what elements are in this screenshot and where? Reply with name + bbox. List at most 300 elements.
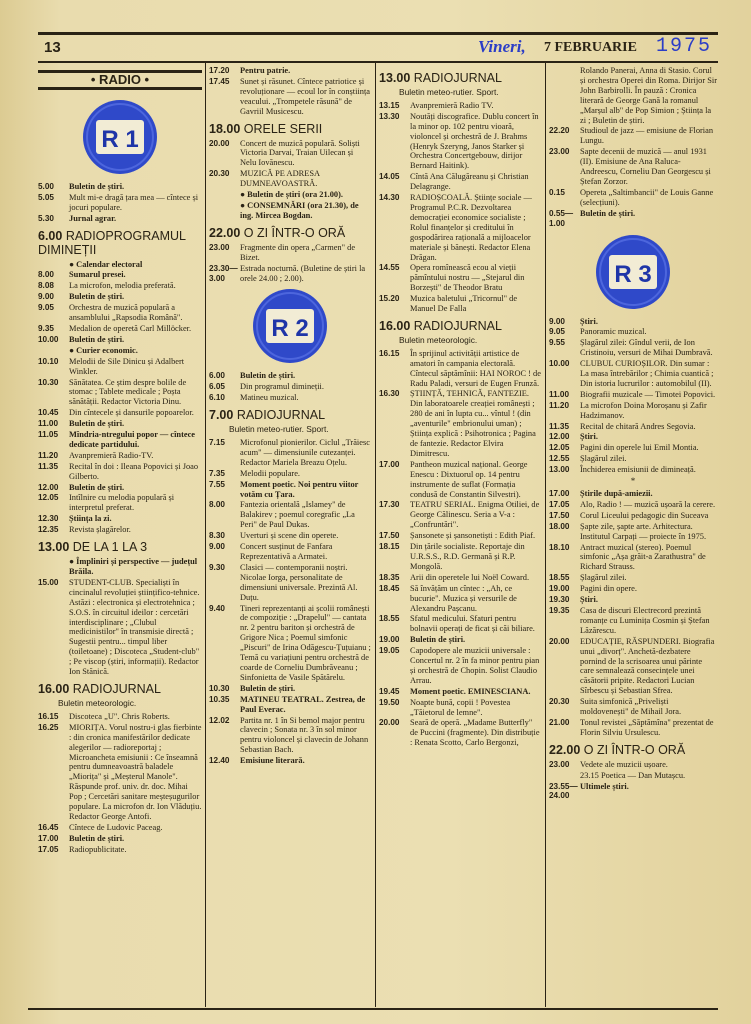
schedule-entry — [38, 823, 202, 833]
schedule-entry — [549, 500, 717, 510]
program-heading-time: 13.00 — [38, 540, 73, 555]
entry-time: 23.55—24.00 — [549, 781, 578, 801]
schedule-entry — [379, 718, 541, 748]
program-heading — [379, 71, 541, 85]
schedule-entry — [379, 646, 541, 686]
entry-text: Șapte zile, șapte arte. Arhitectura. Institutul Carpați — proiecte în 1975. — [580, 521, 707, 541]
entry-time: 17.45 — [209, 76, 230, 86]
entry-time: 12.02 — [209, 715, 230, 725]
entry-text: ● Împliniri și perspective — județul Brăila. — [69, 557, 198, 576]
entry-text: Știrile după-amiezii. — [580, 489, 653, 498]
entry-time — [549, 771, 580, 781]
entry-time: 14.05 — [379, 172, 400, 182]
entry-text: Din țările socialiste. Reportaje din U.R.S.S., R.D. Germană și R.P. Mongolă. — [410, 542, 525, 571]
entry-text: ● Calendar electoral — [69, 259, 143, 269]
schedule-entry — [209, 684, 371, 694]
entry-text: Buletin de știri. — [69, 482, 125, 492]
entry-time: 16.15 — [379, 348, 400, 358]
entry-time: 18.10 — [549, 542, 570, 552]
schedule-entry — [379, 193, 541, 262]
schedule-entry — [549, 188, 717, 208]
schedule-entry — [209, 469, 371, 479]
entry-text: Studioul de jazz — emisiune de Florian Lungu. — [580, 126, 714, 146]
entry-text: Știri. — [580, 316, 598, 326]
entry-text: Estrada nocturnă. (Buletine de știri la orele 24.00 ; 2.00). — [240, 263, 366, 283]
schedule-entry — [209, 756, 371, 766]
entry-time: 23.30—3.00 — [209, 263, 238, 283]
entry-time: 16.30 — [379, 389, 400, 399]
entry-time: 20.30 — [549, 697, 570, 707]
entry-time: 7.55 — [209, 479, 225, 489]
program-heading — [38, 229, 202, 257]
schedule-entry — [549, 522, 717, 542]
entry-time: 11.20 — [38, 450, 59, 460]
program-heading-title: O ZI ÎNTR-O ORĂ — [583, 742, 686, 757]
entry-text: Tonul revistei „Săptămîna" prezentat de Florin Silviu Ursulescu. — [580, 717, 714, 737]
entry-time: 9.35 — [38, 323, 54, 333]
entry-text: Revista șlagărelor. — [69, 525, 131, 535]
schedule-entry — [549, 147, 717, 187]
entry-text: Sapte decenii de muzică — anul 1931 (II). Emisiune de Ana Raluca-Andreescu, Corneliu Dan Georgescu și Ștefan Zorzor. — [580, 147, 711, 186]
schedule-entry — [38, 723, 202, 822]
entry-time: 16.15 — [38, 711, 59, 721]
entry-text: Mult mi-e dragă țara mea — cîntece și jocuri populare. — [69, 192, 199, 212]
schedule-entry — [379, 263, 541, 293]
entry-time: 19.00 — [549, 584, 570, 594]
column-3 — [379, 66, 541, 1008]
schedule-entry — [379, 101, 541, 111]
entry-time: 12.00 — [38, 482, 59, 492]
entry-text: Melodii populare. — [240, 468, 301, 478]
entry-time: 8.08 — [38, 281, 54, 291]
entry-time: 19.50 — [379, 697, 400, 707]
entry-text: Concert de muzică populară. Soliști Victoria Darvai, Traian Uilecan și Nelu Iovănescu. — [240, 138, 360, 168]
entry-text: Capodopere ale muzicii universale : Concertul nr. 2 în fa minor pentru pian și orchestră de Chopin. Solist Claudio Arrau. — [410, 646, 540, 685]
entry-time: 13.15 — [379, 100, 400, 110]
entry-time: 18.55 — [379, 614, 400, 624]
entry-text: ȘTIINȚĂ, TEHNICĂ, FANTEZIE. Din laboratoarele creației românești ; 280 de ani în lupta cu... vîntul ! (din „aventurile" embrionului uman) ; Știința explică : Psihotronica ; Pagina de fantezie. Redactor Elvira Dimitrescu. — [410, 389, 536, 458]
schedule-entry — [38, 303, 202, 323]
entry-text: Jurnal agrar. — [69, 213, 117, 223]
entry-time: 19.35 — [549, 605, 570, 615]
sub-note: Buletin meteorologic. — [399, 334, 478, 345]
entry-text: Partita nr. 1 în Si bemol major pentru clavecin ; Sonata nr. 3 în sol minor pentru violoncel și clavecin de Johann Sebastian Bach. — [240, 715, 369, 755]
schedule-entry — [379, 389, 541, 458]
schedule-entry — [38, 430, 202, 450]
entry-text: Arii din operetele lui Noël Coward. — [410, 572, 530, 582]
entry-text: Radiopublicitate. — [69, 844, 127, 854]
schedule-entry — [209, 563, 371, 603]
entry-time: 23.00 — [549, 147, 570, 157]
entry-text: Buletin de știri. — [69, 334, 125, 344]
entry-text: Cîntece de Ludovic Paceag. — [69, 822, 163, 832]
schedule-entry — [38, 408, 202, 418]
entry-text: Antract muzical (stereo). Poemul simfonic „Așa grăit-a Zarathustra" de Richard Strauss. — [580, 542, 706, 572]
entry-text: Noapte bună, copii ! Povestea „Tăietorul de lemne". — [410, 697, 511, 717]
schedule-entry — [549, 584, 717, 594]
entry-text: Șlagărul zilei. — [580, 573, 627, 583]
entry-time: 18.35 — [379, 572, 400, 582]
schedule-entry — [38, 182, 202, 192]
entry-text: Biografii muzicale — Timotei Popovici. — [580, 389, 716, 399]
program-heading-title: RADIOJURNAL — [72, 681, 161, 696]
schedule-entry — [379, 584, 541, 614]
entry-text: Sumarul presei. — [69, 270, 126, 280]
entry-time: 9.05 — [38, 303, 54, 313]
column-1 — [38, 66, 202, 1008]
entry-text: Pagini din opere. — [580, 584, 637, 594]
entry-text: Buletin de știri. — [240, 683, 296, 693]
program-heading — [209, 226, 371, 240]
entry-time: 20.00 — [209, 138, 230, 148]
page-header — [38, 32, 718, 63]
schedule-entry — [379, 112, 541, 171]
schedule-entry — [209, 190, 371, 200]
schedule-entry — [549, 432, 717, 442]
schedule-entry — [209, 371, 371, 381]
entry-time: 16.25 — [38, 722, 59, 732]
schedule-entry — [209, 438, 371, 468]
schedule-entry — [379, 542, 541, 572]
schedule-entry — [209, 531, 371, 541]
entry-time: 12.05 — [549, 443, 570, 453]
schedule-entry — [549, 317, 717, 327]
schedule-entry — [209, 77, 371, 117]
entry-time: 0.15 — [549, 187, 565, 197]
schedule-entry — [549, 543, 717, 573]
entry-text: Noutăți discografice. Dublu concert în la minor op. 102 pentru vioară, violoncel și orchestră de J. Brahms (Henryk Szeryng, Janos Starker și Orchestra Concertgebouw, dirijor Bernard Haitink). — [410, 111, 539, 171]
entry-time — [549, 66, 580, 125]
entry-text: Microfonul pionierilor. Ciclul „Trăiesc acum" — dimensiunile cutezanței. Redactor Mariela Breazu Oțelu. — [240, 438, 370, 467]
schedule-entry — [38, 260, 202, 270]
entry-time: 17.50 — [379, 531, 400, 541]
entry-text: Recital de chitară Andres Segovia. — [580, 421, 696, 431]
schedule-entry — [379, 614, 541, 634]
schedule-entry — [549, 771, 717, 781]
schedule-entry — [38, 357, 202, 377]
entry-text: Alo, Radio ! — muzică ușoară la cerere. — [580, 499, 716, 509]
entry-time: 17.05 — [549, 499, 570, 509]
schedule-entry — [209, 604, 371, 683]
entry-text: Știri. — [580, 432, 598, 442]
program-heading — [209, 122, 371, 136]
schedule-entry — [38, 462, 202, 482]
schedule-entry — [379, 460, 541, 500]
entry-time: 8.00 — [38, 270, 54, 280]
entry-time: 11.00 — [549, 389, 570, 399]
entry-time: 10.45 — [38, 408, 59, 418]
entry-text: Buletin de știri. — [410, 635, 466, 645]
entry-time — [38, 557, 69, 577]
schedule-entry — [379, 635, 541, 645]
schedule-entry — [379, 573, 541, 583]
schedule-entry — [209, 139, 371, 169]
entry-time: 10.35 — [209, 694, 230, 704]
entry-text: EDUCAȚIE, RĂSPUNDERI. Biografia unui „divorț". Anchetă-dezbatere pornind de la scrisoarea unui părinte care semnalează consecințele unei căsătorii pripite. Redactori Lucian Sîrbescu și Sebastian Sfrea. — [580, 636, 715, 696]
entry-time: 17.50 — [549, 510, 570, 520]
entry-time: 7.15 — [209, 438, 225, 448]
entry-text: Cîntă Ana Călugăreanu și Christian Delagrange. — [410, 172, 529, 192]
schedule-entry — [38, 525, 202, 535]
entry-time: 5.00 — [38, 181, 54, 191]
entry-text: TEATRU SERIAL. Enigma Otiliei, de George Călinescu. Seria a V-a : „Confruntări". — [410, 500, 540, 530]
schedule-entry — [549, 760, 717, 770]
entry-time: 11.00 — [38, 419, 59, 429]
entry-text: Șlagărul zilei. — [580, 454, 627, 464]
schedule-entry — [209, 264, 371, 284]
schedule-entry — [38, 514, 202, 524]
entry-time: 11.05 — [38, 430, 59, 440]
entry-time: 23.00 — [209, 242, 230, 252]
entry-time: 10.30 — [209, 683, 230, 693]
entry-text: Clasici — contemporanii noștri. Nicolae Iorga, personalitate de dimensiuni universale. Prezintă Al. Duțu. — [240, 562, 358, 602]
entry-time: 12.05 — [38, 493, 59, 503]
schedule-entry — [549, 606, 717, 636]
schedule-entry — [209, 382, 371, 392]
schedule-entry — [549, 511, 717, 521]
entry-text: Buletin de știri. — [69, 292, 125, 302]
section-title: • RADIO • — [38, 70, 202, 90]
schedule-entry — [209, 480, 371, 500]
entry-time: 12.35 — [38, 525, 59, 535]
schedule-entry — [38, 578, 202, 677]
entry-time: 19.05 — [379, 646, 400, 656]
entry-text: ● CONSEMNĂRI (ora 21.30), de ing. Mircea Bogdan. — [240, 200, 359, 220]
entry-text: Pantheon muzical național. George Enescu : Dixtuorul op. 14 pentru instrumente de suflat (Formația condusă de Constantin Silvestri). — [410, 459, 528, 499]
schedule-entry — [38, 335, 202, 345]
header-year: 1975 — [656, 35, 713, 58]
entry-time: 21.00 — [549, 717, 570, 727]
entry-text: Muzica baletului „Tricornul" de Manuel De Falla — [410, 294, 518, 314]
entry-text: Șlagărul zilei: Gîndul verii, de Ion Cristinoiu, versuri de Mihai Dumbravă. — [580, 338, 713, 358]
entry-time: 20.00 — [549, 636, 570, 646]
schedule-entry — [209, 542, 371, 562]
schedule-entry — [379, 500, 541, 530]
entry-time: 9.00 — [209, 542, 225, 552]
entry-text: 23.15 Poetica — Dan Mutașcu. — [580, 770, 686, 780]
schedule-entry — [549, 443, 717, 453]
radio-r1-logo-label: R 1 — [101, 125, 139, 153]
entry-time: 6.10 — [209, 393, 225, 403]
entry-text: Buletin de știri. — [69, 181, 125, 191]
entry-text: MUZICĂ PE ADRESA DUMNEAVOASTRĂ. — [240, 169, 320, 189]
program-heading — [379, 319, 541, 333]
column-2 — [209, 66, 371, 1008]
program-heading-title: DE LA 1 LA 3 — [72, 540, 148, 555]
entry-text: Tineri reprezentanți ai școlii românești de compoziție : „Drapelul" — cantata nr. 2 pentru bariton și orchestră de Grigore Nica ; Poemul simfonic „Piscuri" de Irina Odăgescu-Țuțuianu ; Temă cu variațiuni pentru orchestră de coarde de Corneliu Dumbrăveanu ; Sinfonietta de Vasile Spătărelu. — [240, 603, 371, 682]
column-divider — [375, 62, 376, 1007]
schedule-entry — [38, 214, 202, 224]
schedule-entry — [209, 716, 371, 756]
entry-time: 14.55 — [379, 263, 400, 273]
entry-time: 9.00 — [549, 316, 565, 326]
entry-text: La microfon Doina Moroșanu și Zafir Hadzimanov. — [580, 400, 707, 420]
schedule-entry — [549, 422, 717, 432]
entry-text: Din cîntecele și dansurile popoarelor. — [69, 408, 194, 418]
program-heading-time: 22.00 — [549, 742, 584, 757]
schedule-entry — [549, 126, 717, 146]
program-heading-time: 18.00 — [209, 121, 244, 136]
entry-time — [38, 260, 69, 270]
column-4 — [549, 66, 717, 1008]
entry-text: Seară de operă. „Madame Butterfly" de Puccini (fragmente). Din distribuție : Renata Scotto, Carlo Bergonzi, — [410, 718, 540, 748]
entry-text: RADIOȘCOALĂ. Științe sociale — Programul P.C.R. Dezvoltarea democrației economice socialiste ; Rolul finanțelor și creditului în gospodărirea rațională a mijloacelor materiale și bănești. Redactor Elena Drăgan. — [410, 193, 532, 262]
entry-time: 9.40 — [209, 603, 225, 613]
entry-time: 19.45 — [379, 686, 400, 696]
entry-time — [38, 346, 69, 356]
entry-text: Avanpremieră Radio-TV. — [69, 450, 154, 460]
schedule-entry — [379, 172, 541, 192]
schedule-entry — [38, 346, 202, 356]
entry-time: 9.30 — [209, 562, 225, 572]
entry-text: Moment poetic. EMINESCIANA. — [410, 686, 531, 696]
entry-text: Moment poetic. Noi pentru viitor votăm cu Țara. — [240, 479, 359, 499]
schedule-entry — [209, 201, 371, 221]
entry-time: 17.00 — [379, 459, 400, 469]
entry-text: Recital în doi : Ileana Popovici și Joao Gilberto. — [69, 461, 199, 481]
schedule-entry — [379, 687, 541, 697]
radio-r2-logo-label: R 2 — [271, 315, 309, 343]
entry-time: 11.35 — [549, 421, 570, 431]
entry-text: MATINEU TEATRAL. Zestrea, de Paul Everac. — [240, 694, 366, 714]
entry-text: Sfatul medicului. Sfaturi pentru bolnavii operați de ficat și căi biliare. — [410, 614, 535, 634]
entry-time: 9.00 — [38, 292, 54, 302]
entry-time: 6.05 — [209, 382, 225, 392]
entry-text: Sănătatea. Ce știm despre bolile de stomac ; Tablete medicale ; Poșta sănătății. Redactor Victoria Dinu. — [69, 377, 187, 407]
entry-text: Fragmente din opera „Carmen" de Bizet. — [240, 242, 356, 262]
entry-time: 19.00 — [379, 635, 400, 645]
entry-time: 8.30 — [209, 531, 225, 541]
schedule-entry — [549, 782, 717, 802]
entry-time: 12.30 — [38, 514, 59, 524]
entry-time: 13.00 — [549, 465, 570, 475]
schedule-entry — [549, 359, 717, 389]
entry-text: În sprijinul activității artistice de amatori în campania electorală. Cîntecul săptămînii: HAI NOROC ! de Radu Paladi, versuri de Eugen Frunză. — [410, 348, 541, 388]
entry-text: Rolando Panerai, Anna di Stasio. Corul și orchestra Operei din Roma. Dirijor Sir John Barbirolli. În pauză : Cronica literară de George Gană la romanul „Marșul alb" de Pop Simion ; Știința la zi ; Buletin de știri. — [580, 66, 717, 125]
header-day: Vineri, — [478, 37, 526, 56]
schedule-entry — [38, 281, 202, 291]
program-heading-time: 16.00 — [38, 681, 73, 696]
sub-note: Buletin meteo-rutier. Sport. — [399, 87, 499, 97]
entry-text: CLUBUL CURIOȘILOR. Din sumar : La masa întrebărilor ; Chimia cuantică ; Din istoria lucrurilor : automobilul (II). — [580, 359, 714, 388]
schedule-entry — [38, 712, 202, 722]
entry-time: 18.55 — [549, 573, 570, 583]
program-heading-time: 16.00 — [379, 318, 414, 333]
entry-text: Suita simfonică „Priveliști moldovenești" de Mihail Jora. — [580, 697, 682, 717]
entry-text: Avanpremieră Radio TV. — [410, 100, 494, 110]
schedule-entry — [38, 193, 202, 213]
column-divider — [545, 62, 546, 1007]
separator-star: * — [630, 476, 636, 487]
schedule-entry — [38, 451, 202, 461]
entry-time: 16.45 — [38, 822, 59, 832]
entry-text: Știința la zi. — [69, 514, 112, 524]
schedule-entry — [549, 454, 717, 464]
schedule-entry — [549, 489, 717, 499]
entry-text: Buletin de știri. — [69, 419, 125, 429]
entry-time: 19.30 — [549, 595, 570, 605]
sub-note: Buletin meteo-rutier. Sport. — [229, 424, 329, 435]
entry-text: Vedete ale muzicii ușoare. — [580, 759, 668, 769]
program-heading-time: 13.00 — [379, 71, 414, 85]
entry-text: ● Curier economic. — [69, 345, 138, 355]
entry-time: 0.55—1.00 — [549, 208, 574, 228]
program-heading-title: ORELE SERII — [243, 121, 323, 136]
entry-time: 12.40 — [209, 756, 230, 766]
entry-time: 7.35 — [209, 468, 225, 478]
entry-time: 13.30 — [379, 111, 400, 121]
radio-r1-logo — [76, 98, 164, 176]
program-heading-title: RADIOJURNAL — [413, 318, 502, 333]
entry-time: 18.00 — [549, 521, 570, 531]
entry-time: 12.00 — [549, 432, 570, 442]
schedule-entry — [38, 493, 202, 513]
entry-time: 18.15 — [379, 542, 400, 552]
entry-time: 12.55 — [549, 454, 570, 464]
entry-text: Din programul dimineții. — [240, 382, 324, 392]
column-divider — [205, 62, 206, 1007]
schedule-entry — [379, 698, 541, 718]
schedule-entry — [549, 595, 717, 605]
entry-time: 10.30 — [38, 377, 59, 387]
schedule-entry — [38, 845, 202, 855]
entry-time: 17.30 — [379, 500, 400, 510]
program-heading-title: O ZI ÎNTR-O ORĂ — [243, 225, 346, 240]
schedule-entry — [549, 66, 717, 125]
schedule-entry — [209, 695, 371, 715]
schedule-entry — [209, 393, 371, 403]
schedule-entry — [38, 378, 202, 408]
schedule-entry — [379, 294, 541, 314]
entry-text: Opereta „Saltimbancii" de Louis Ganne (selecțiuni). — [580, 187, 714, 207]
program-heading-title: RADIOPROGRAMUL DIMINEȚII — [38, 228, 186, 257]
entry-text: Închiderea emisiunii de dimineață. — [580, 465, 696, 475]
schedule-entry — [379, 349, 541, 389]
entry-text: Orchestra de muzică populară a ansamblului „Rapsodia Română". — [69, 303, 183, 323]
entry-text: Ultimele știri. — [580, 781, 629, 791]
entry-text: La microfon, melodia preferată. — [69, 281, 176, 291]
program-heading-title: RADIOJURNAL — [236, 408, 326, 423]
page-number: 13 — [44, 39, 61, 56]
entry-text: Să învățăm un cîntec : „Ah, ce bucurie". Muzica și versurile de Alexandru Pașcanu. — [410, 583, 517, 613]
entry-text: Fantezia orientală „Islamey" de Balakirev ; poemul coregrafic „La Peri" de Paul Dukas. — [240, 500, 355, 530]
entry-time — [209, 201, 240, 221]
schedule-entry — [549, 390, 717, 400]
entry-time: 14.30 — [379, 193, 400, 203]
entry-text: Știri. — [580, 595, 598, 605]
entry-time: 11.35 — [38, 461, 59, 471]
schedule-entry — [549, 465, 717, 475]
entry-time: 5.30 — [38, 213, 54, 223]
entry-text: Medalion de operetă Carl Millöcker. — [69, 323, 192, 333]
entry-time: 18.45 — [379, 583, 400, 593]
schedule-entry — [549, 209, 717, 229]
entry-text: Pagini din operele lui Emil Montia. — [580, 443, 699, 453]
entry-time — [209, 190, 240, 200]
schedule-entry — [38, 270, 202, 280]
schedule-entry — [209, 66, 371, 76]
schedule-entry — [549, 637, 717, 696]
entry-text: Opera romînească ecou al vieții pămîntului nostru — „Stejarul din Borzești" de Theodor Bratu — [410, 263, 525, 293]
schedule-entry — [38, 834, 202, 844]
entry-text: Melodii de Sile Dinicu și Adalbert Winkler. — [69, 356, 185, 376]
entry-text: Buletin de știri. — [240, 371, 296, 381]
entry-time: 17.00 — [549, 489, 570, 498]
radio-r2-logo — [246, 287, 334, 365]
entry-time: 15.20 — [379, 294, 400, 304]
entry-time: 5.05 — [38, 192, 54, 202]
schedule-entry — [549, 573, 717, 583]
